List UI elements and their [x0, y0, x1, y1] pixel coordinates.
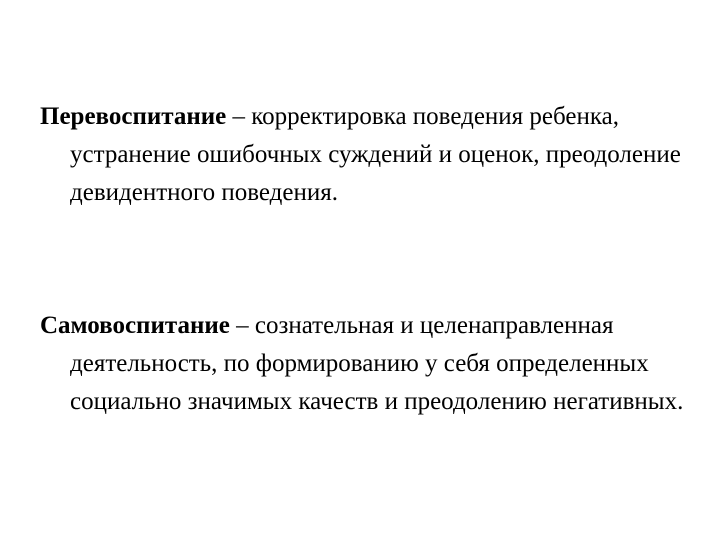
definition-self-education [40, 307, 690, 421]
definition-term: Самовоспитание [40, 312, 230, 339]
definition-term: Перевоспитание [40, 103, 227, 130]
definition-text: – сознательная и целенаправленная деятельность, по формированию у себя определенных социально значимых качеств и преодолению негативных. [70, 312, 684, 415]
definition-text: – корректировка поведения ребенка, устранение ошибочных суждений и оценок, преодоление девидентного поведения. [70, 103, 681, 206]
definition-reeducation [40, 98, 690, 212]
